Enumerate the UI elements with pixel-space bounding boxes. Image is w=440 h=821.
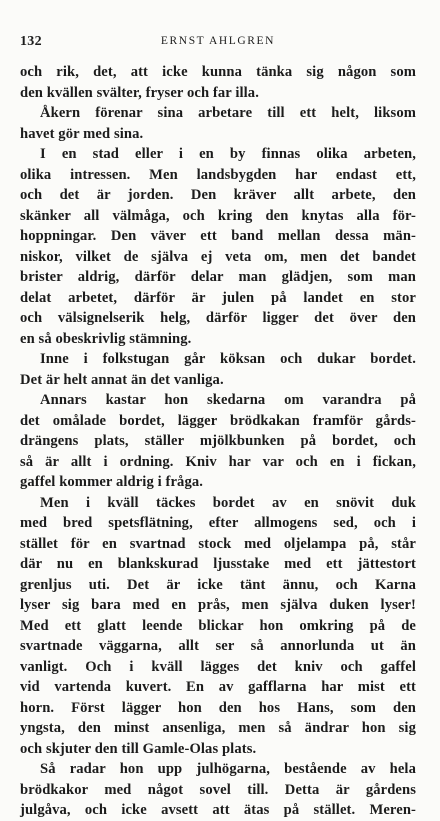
text-line: I en stad eller i en by finnas olika arbeten,: [40, 146, 416, 162]
text-line: och välsignelserik helg, därför ligger det över den: [20, 310, 416, 326]
text-line: vid vartenda kuvert. En av gafflarna har mist ett: [20, 679, 416, 695]
text-line: en så obeskrivlig stämning.: [20, 330, 192, 347]
text-line: brödkakor med något sovel till. Detta är gårdens: [20, 781, 416, 798]
text-line: vanligt. Och i kväll lägges det kniv och gaffel: [20, 658, 416, 675]
text-line: Inne i folkstugan går köksan och dukar bordet.: [40, 351, 416, 367]
text-line: stället för en svartnad stock med oljelampa på, står: [20, 535, 416, 552]
text-line: horn. Först lägger hon den hos Hans, som den: [20, 699, 416, 716]
text-line: grenljus uti. Det är icke tänt ännu, och Karna: [20, 576, 416, 593]
body-text: [20, 62, 416, 821]
text-line: olika intressen. Men landsbygden har endast ett,: [20, 166, 416, 183]
text-line: delat arbetet, därför är julen på landet en stor: [20, 289, 416, 306]
running-head: ERNST AHLGREN: [160, 35, 276, 47]
text-line: Men i kväll täckes bordet av en snövit duk: [40, 494, 416, 511]
text-line: Med ett glatt leende blickar hon omkring på de: [20, 617, 416, 634]
text-line: lyser sig bara med en prås, men själva duken lyser!: [20, 597, 416, 613]
text-line: så är allt i ordning. Kniv har var och en i fickan,: [20, 453, 416, 470]
text-line: och skjuter den till Gamle-Olas plats.: [20, 740, 257, 757]
text-line: och det är jorden. Den kräver allt arbete, den: [20, 187, 416, 203]
text-line: Det är helt annat än det vanliga.: [20, 371, 224, 388]
text-line: hoppningar. Den väver ett band mellan dessa män-: [20, 228, 416, 244]
text-line: Åkern förenar sina arbetare till ett helt, liksom: [40, 105, 416, 121]
text-line: havet gör med sina.: [20, 125, 144, 142]
text-line: och rik, det, att icke kunna tänka sig någon som: [20, 64, 416, 80]
text-line: drängens plats, ställer mjölkbunken på bordet, och: [20, 433, 416, 449]
text-line: yngsta, den minst ansenliga, men så ändrar hon sig: [20, 720, 416, 736]
text-line: där nu en blankskurad ljusstake med ett jättestort: [20, 556, 416, 572]
text-line: Så radar hon upp julhögarna, bestående av hela: [40, 761, 416, 777]
text-line: svartnade väggarna, allt ser så annorlunda ut än: [20, 638, 416, 654]
text-line: den kvällen svälter, fryser och far illa.: [20, 84, 259, 101]
page-number: 132: [20, 34, 42, 49]
text-line: gaffel kommer aldrig i fråga.: [20, 474, 203, 490]
page-header: [20, 34, 416, 50]
text-line: med bred spetsflätning, efter allmogens sed, och i: [20, 515, 416, 531]
text-line: julgåva, och icke avsett att ätas på stället. Meren-: [20, 802, 416, 818]
text-line: skänker all välmåga, och kring den knytas alla för-: [20, 207, 416, 224]
text-line: brister aldrig, därför delar man glädjen, som man: [20, 269, 416, 285]
text-line: niskor, vilket de själva ej veta om, men det bandet: [20, 248, 416, 265]
text-line: Annars kastar hon skedarna om varandra på: [40, 392, 416, 408]
text-line: det omålade bordet, lägger brödkakan framför gårds-: [20, 412, 416, 429]
